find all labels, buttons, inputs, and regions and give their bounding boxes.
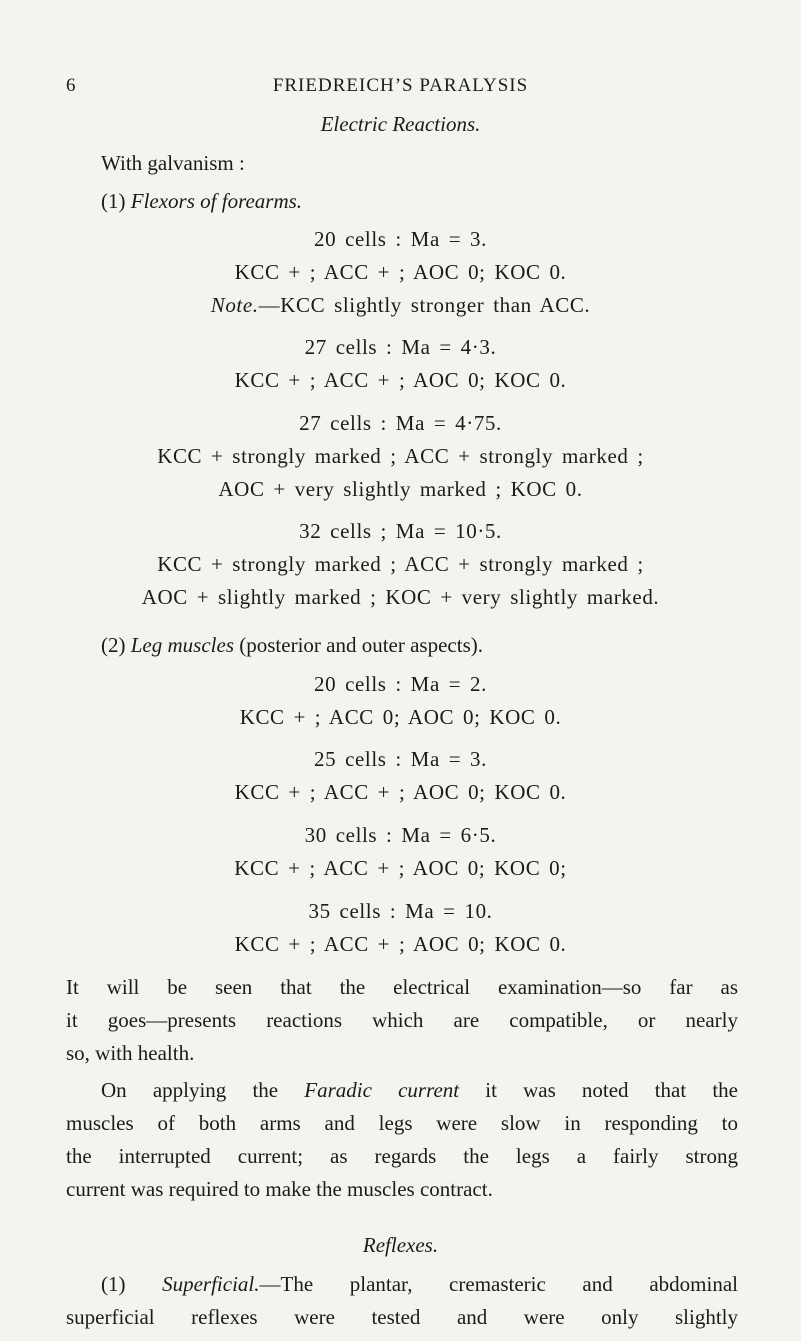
subsection-legs [101,632,483,658]
reading-line: KCC + ; ACC 0; AOC 0; KOC 0. [239,705,562,729]
note-line [0,292,801,318]
emphasis-superficial: Superficial. [162,1272,260,1296]
reading-line: 27 cells : Ma = 4·3. [304,335,497,359]
reading-line: KCC + ; ACC + ; AOC 0; KOC 0. [234,368,567,392]
reading-line: KCC + ; ACC + ; AOC 0; KOC 0; [234,856,567,880]
reading-line: AOC + slightly marked ; KOC + very slightly marked. [141,585,660,609]
page-number: 6 [66,75,77,96]
subsection-number: (1) [101,189,131,213]
subsection-title: Leg muscles [130,633,234,657]
emphasis-faradic-current: Faradic current [304,1078,460,1102]
reading-line: 20 cells : Ma = 2. [314,672,487,696]
subsection-forearms [101,188,302,214]
text-run: it was noted that the [459,1078,738,1102]
subsection-title: Flexors of forearms. [130,189,303,213]
paragraph-line: so, with health. [66,1041,195,1065]
reading-line: 35 cells : Ma = 10. [308,899,493,923]
reading-line: 30 cells : Ma = 6·5. [304,823,497,847]
paragraph-line: it goes—presents reactions which are compatible, or nearly [66,1008,738,1032]
reading-line: KCC + ; ACC + ; AOC 0; KOC 0. [234,260,567,284]
paragraph-line: muscles of both arms and legs were slow in responding to [66,1111,738,1135]
section-heading-electric-reactions: Electric Reactions. [320,112,481,136]
reading-line: 27 cells : Ma = 4·75. [299,411,502,435]
reading-line: AOC + very slightly marked ; KOC 0. [218,477,583,501]
reading-line: 25 cells : Ma = 3. [314,747,487,771]
paragraph-line: It will be seen that the electrical examination—so far as [66,975,738,999]
paragraph-line: current was required to make the muscles contract. [66,1177,493,1201]
note-label: Note. [210,293,259,317]
reading-line: 32 cells ; Ma = 10·5. [299,519,502,543]
subsection-number: (2) [101,633,131,657]
paragraph-line: the interrupted current; as regards the legs a fairly strong [66,1144,738,1168]
paragraph-line [101,1077,738,1103]
reading-line: KCC + strongly marked ; ACC + strongly marked ; [157,444,644,468]
paragraph-line [101,1271,738,1297]
subsection-number: (1) [101,1272,163,1296]
reading-line: KCC + strongly marked ; ACC + strongly marked ; [157,552,644,576]
note-text: —KCC slightly stronger than ACC. [258,293,591,317]
reading-line: 20 cells : Ma = 3. [314,227,487,251]
paragraph-line: superficial reflexes were tested and were only slightly [66,1305,738,1329]
text-run: On applying the [101,1078,305,1102]
text-run: —The plantar, cremasteric and abdominal [259,1272,738,1296]
reading-line: KCC + ; ACC + ; AOC 0; KOC 0. [234,932,567,956]
section-heading-reflexes: Reflexes. [362,1233,439,1257]
reading-line: KCC + ; ACC + ; AOC 0; KOC 0. [234,780,567,804]
subsection-qualifier: (posterior and outer aspects). [234,633,483,657]
running-title: FRIEDREICH’S PARALYSIS [272,75,529,96]
galvanism-intro: With galvanism : [101,151,245,175]
